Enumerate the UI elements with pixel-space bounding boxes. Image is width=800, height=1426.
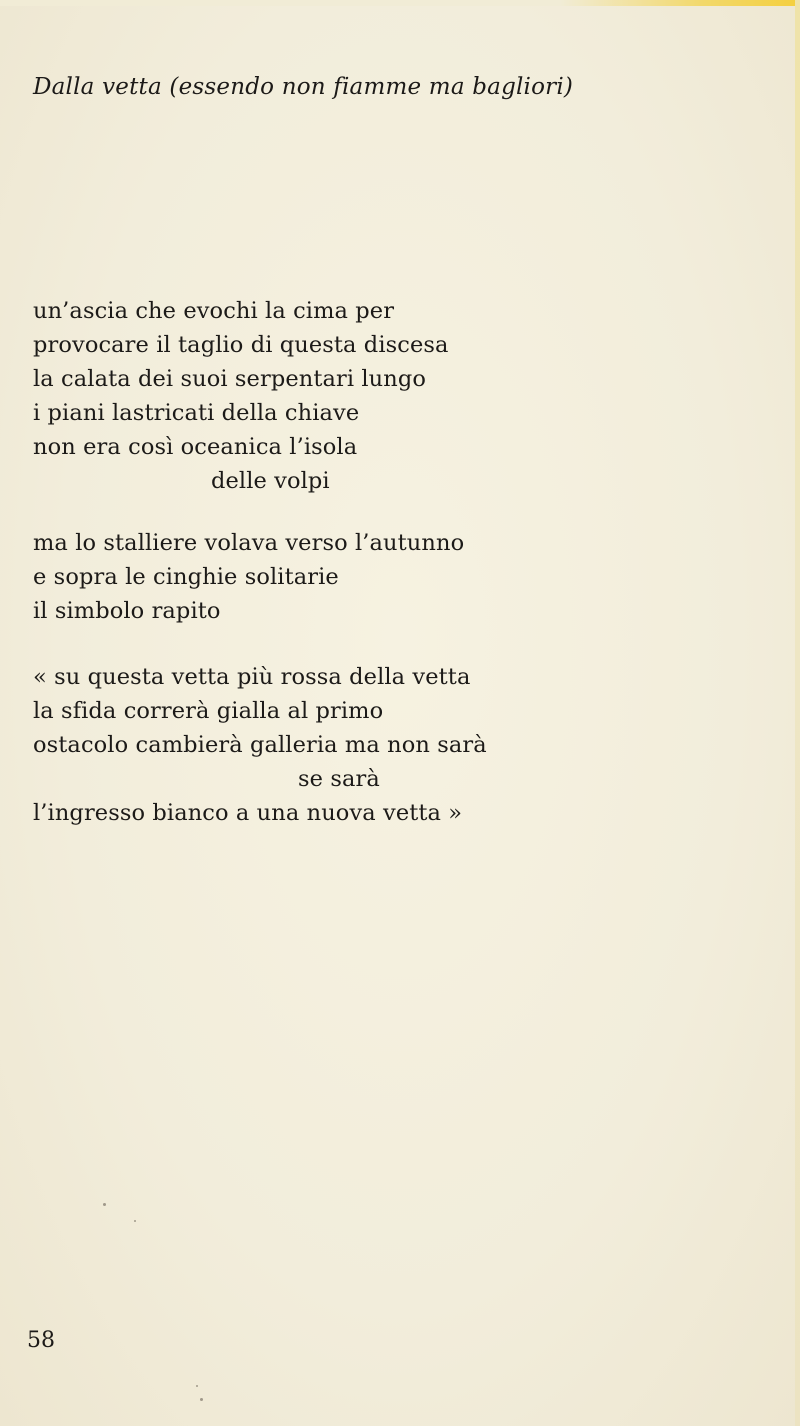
verse-line: la sfida correrà gialla al primo	[33, 698, 384, 724]
stanza-3	[33, 660, 487, 830]
page-number: 58	[27, 1328, 55, 1353]
poem-title: Dalla vetta (essendo non fiamme ma bagliori)	[33, 74, 574, 100]
verse-line: ostacolo cambierà galleria ma non sarà	[33, 732, 487, 758]
page-top-edge	[0, 0, 800, 6]
verse-line: non era così oceanica l’isola	[33, 434, 358, 460]
paper-speck	[200, 1398, 203, 1401]
verse-line: un’ascia che evochi la cima per	[33, 298, 395, 324]
verse-line: il simbolo rapito	[33, 598, 221, 624]
stanza-1	[33, 294, 449, 498]
verse-line: e sopra le cinghie solitarie	[33, 564, 339, 590]
stanza-2	[33, 526, 464, 628]
verse-line: l’ingresso bianco a una nuova vetta »	[33, 800, 463, 826]
verse-line-indented: delle volpi	[211, 468, 330, 494]
verse-line: i piani lastricati della chiave	[33, 400, 360, 426]
paper-speck	[103, 1203, 106, 1206]
verse-line: provocare il taglio di questa discesa	[33, 332, 449, 358]
paper-speck	[196, 1385, 198, 1387]
page-right-edge	[795, 0, 800, 1426]
verse-line-indented: se sarà	[298, 766, 380, 792]
verse-line: la calata dei suoi serpentari lungo	[33, 366, 427, 392]
verse-line: « su questa vetta più rossa della vetta	[33, 664, 471, 690]
verse-line: ma lo stalliere volava verso l’autunno	[33, 530, 465, 556]
paper-speck	[134, 1220, 136, 1222]
